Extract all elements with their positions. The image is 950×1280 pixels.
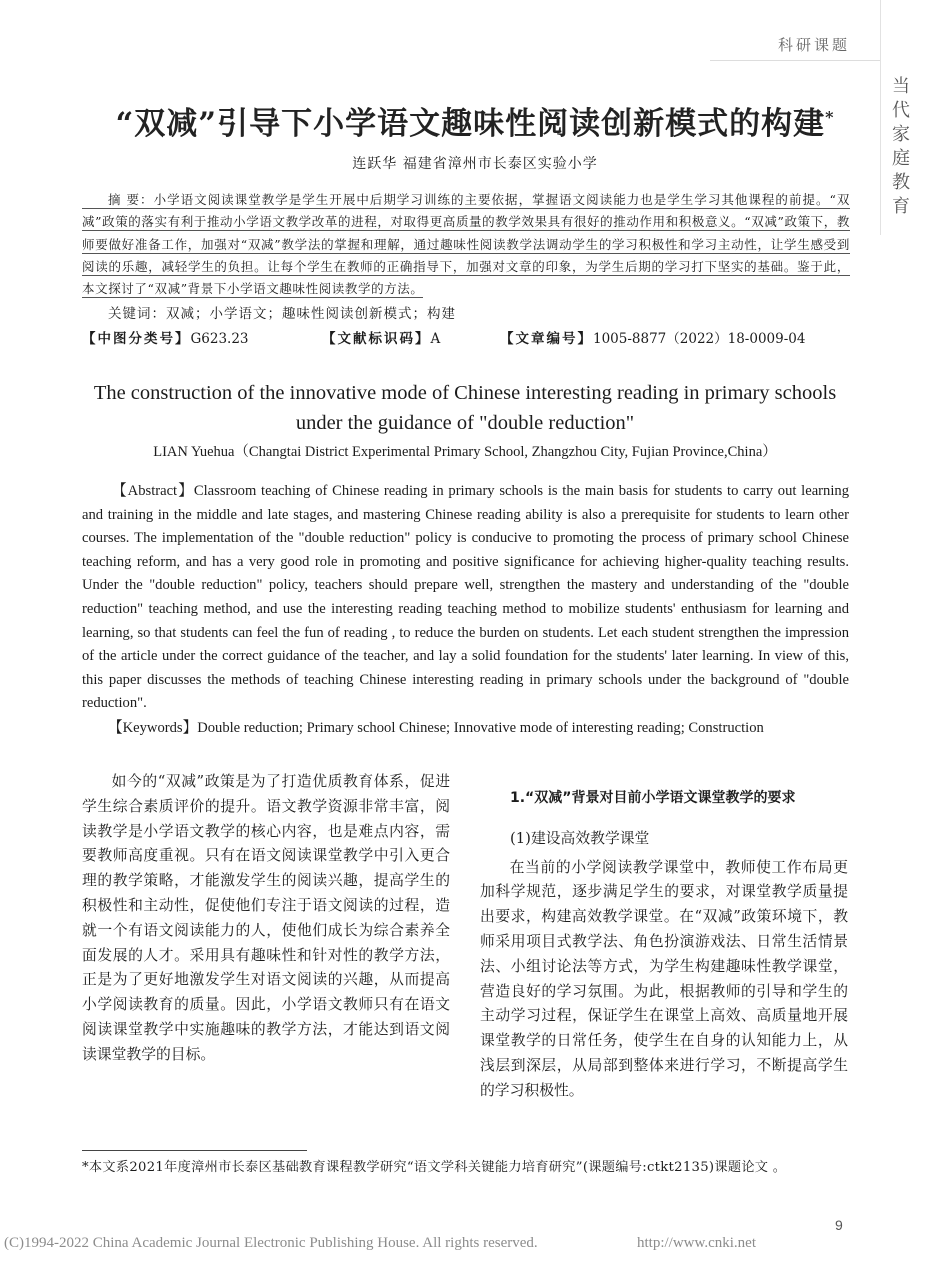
- english-abstract-label: 【Abstract】: [112, 483, 194, 499]
- english-abstract: [82, 480, 849, 716]
- english-abstract-text: Classroom teaching of Chinese reading in primary schools is the main basis for students to carry out learning and training in the middle and late stages, and mastering Chinese reading ability is also a prerequisite for students to learn other courses. The implementation of the "double reduction" policy is conducive to promoting the process of primary school Chinese teaching reform, and has a very good role in promoting and positive significance for achieving higher-quality teaching results. Under the "double reduction" policy, teachers should prepare well, strengthen the mastery and understanding of the "double reduction" teaching method, and use the interesting reading teaching method to mobilize students' enthusiasm for learning and learning, so that students can feel the fun of reading , to reduce the burden on students. Let each student strengthen the impression of the article under the correct guidance of the teacher, and lay a solid foundation for the students' later learning. In view of this, this paper discusses the methods of teaching Chinese interesting reading in primary schools under the background of "double reduction".: [82, 483, 849, 712]
- body-right-column: [480, 786, 848, 1104]
- class-number-value: G623.23: [190, 331, 249, 347]
- header-divider: [710, 60, 880, 61]
- abstract-cn: [82, 189, 850, 300]
- abstract-cn-label: 摘 要：: [82, 192, 154, 209]
- doc-code-label: 【文献标识码】: [322, 331, 431, 347]
- intro-paragraph: 如今的“双减”政策是为了打造优质教育体系，促进学生综合素质评价的提升。语文教学资源非常丰富，阅读教学是小学语文教学的核心内容，也是难点内容，需要教师高度重视。只有在语文阅读课堂教学中引入更合理的教学策略，才能激发学生的阅读兴趣，提高学生的积极性和主动性，促使他们专注于语文阅读的过程，造就一个有语文阅读能力的人，使他们成长为综合素养全面发展的人才。采用具有趣味性和针对性的教学方法，正是为了更好地激发学生对语文阅读的兴趣，从而提高小学阅读教育的质量。因此，小学语文教师只有在语文阅读课堂教学中实施趣味的教学方法，才能达到语文阅读课堂教学的目标。: [82, 773, 450, 1063]
- doc-code: [322, 327, 440, 347]
- english-title: The construction of the innovative mode of Chinese interesting reading in primary schools under the guidance of "double reduction": [93, 382, 837, 434]
- article-number-value: 1005-8877（2022）18-0009-04: [593, 331, 806, 347]
- english-keywords: [108, 716, 764, 737]
- doc-code-value: A: [430, 331, 441, 347]
- keywords-cn: 关键词：双减；小学语文；趣味性阅读创新模式；构建: [108, 306, 456, 322]
- page-number: 9: [835, 1217, 843, 1233]
- english-author-line: LIAN Yuehua（Changtai District Experimental Primary School, Zhangzhou City, Fujian Province,China）: [153, 444, 777, 460]
- class-number: [82, 327, 249, 347]
- article-title-text: “双减”引导下小学语文趣味性阅读创新模式的构建: [115, 106, 826, 142]
- cnki-link[interactable]: http://www.cnki.net: [637, 1235, 757, 1251]
- section-tag: 科研课题: [777, 36, 850, 54]
- subsection-paragraph: 在当前的小学阅读教学课堂中，教师使工作布局更加科学规范，逐步满足学生的要求，对课堂教学质量提出要求，构建高效教学课堂。在“双减”政策环境下，教师采用项目式教学法、角色扮演游戏法、日常生活情景法、小组讨论法等方式，为学生构建趣味性教学课堂，营造良好的学习氛围。为此，根据教师的引导和学生的主动学习过程，保证学生在课堂上高效、高质量地开展课堂教学的日常任务，使学生在自身的认知能力上，从浅层到深层，从局部到整体来进行学习，不断提高学生的学习积极性。: [480, 858, 848, 1099]
- english-keywords-label: 【Keywords】: [108, 720, 198, 736]
- english-keywords-text: Double reduction; Primary school Chinese; Innovative mode of interesting reading; Construction: [197, 720, 764, 736]
- article-title: [0, 98, 950, 143]
- footnote: *本文系2021年度漳州市长泰区基础教育课程教学研究“语文学科关键能力培育研究”(课题编号:ctkt2135)课题论文 。: [82, 1160, 787, 1175]
- footnote-divider: [82, 1150, 307, 1151]
- class-number-label: 【中图分类号】: [82, 331, 191, 347]
- copyright-text: (C)1994-2022 China Academic Journal Electronic Publishing House. All rights reserved.: [4, 1235, 538, 1251]
- body-left-column: [82, 770, 450, 1068]
- journal-name: 当代家庭教育: [892, 76, 910, 217]
- article-number: [500, 327, 805, 347]
- article-number-label: 【文章编号】: [500, 331, 593, 347]
- subsection-heading: (1)建设高效教学课堂: [510, 829, 650, 847]
- section-heading: 1.“双减”背景对目前小学语文课堂教学的要求: [510, 790, 796, 806]
- author-line: 连跃华 福建省漳州市长泰区实验小学: [352, 156, 598, 172]
- abstract-cn-text: 小学语文阅读课堂教学是学生开展中后期学习训练的主要依据，掌握语文阅读能力也是学生学习其他课程的前提。“双减”政策的落实有利于推动小学语文教学改革的进程，对取得更高质量的教学效果具有很好的推动作用和积极意义。“双减”政策下，教师要做好准备工作，加强对“双减”教学法的掌握和理解，通过趣味性阅读教学法调动学生的学习积极性和学习主动性，让学生感受到阅读的乐趣，减轻学生的负担。让每个学生在教师的正确指导下，加强对文章的印象，为学生后期的学习打下坚实的基础。鉴于此，本文探讨了“双减”背景下小学语文趣味性阅读教学的方法。: [82, 192, 851, 297]
- title-footnote-mark: *: [825, 107, 835, 127]
